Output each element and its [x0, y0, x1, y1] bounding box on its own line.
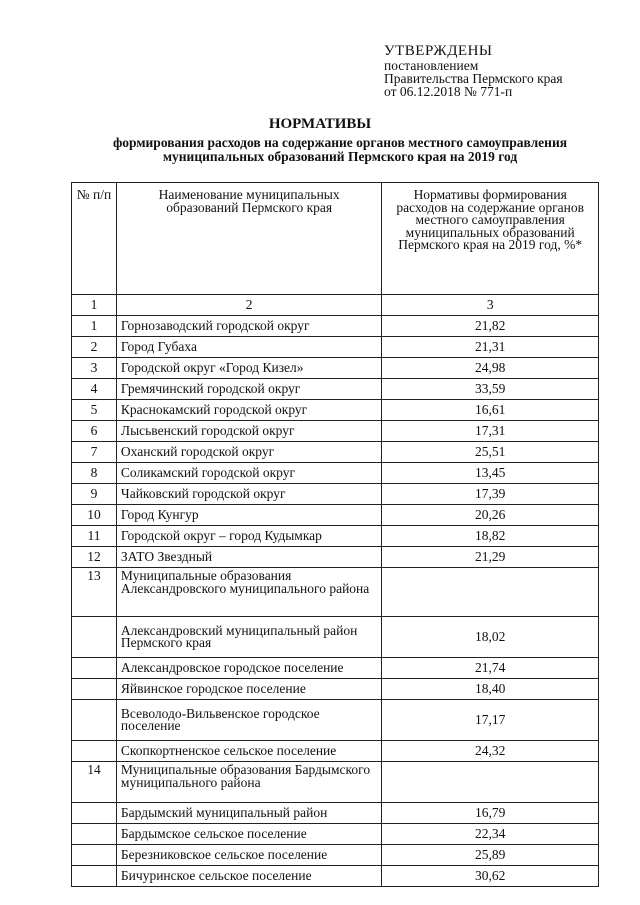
row-number-cell [72, 824, 117, 845]
row-value-cell: 17,17 [382, 700, 599, 741]
header-number: № п/п [72, 183, 117, 295]
row-name-cell: Яйвинское городское поселение [116, 679, 381, 700]
table-row [72, 358, 599, 379]
row-number-cell: 3 [72, 358, 117, 379]
row-name-cell: Соликамский городской округ [116, 463, 381, 484]
row-name-cell: Городской округ «Город Кизел» [116, 358, 381, 379]
row-number-cell [72, 866, 117, 887]
table-row [72, 379, 599, 400]
table-index-row [72, 295, 599, 316]
row-name-cell: Оханский городской округ [116, 442, 381, 463]
row-value-cell: 25,89 [382, 845, 599, 866]
table-row [72, 679, 599, 700]
table-row [72, 442, 599, 463]
table-row [72, 400, 599, 421]
table-row [72, 484, 599, 505]
row-name-cell: Скопкортненское сельское поселение [116, 741, 381, 762]
index-cell: 3 [382, 295, 599, 316]
table-row [72, 316, 599, 337]
row-number-cell: 11 [72, 526, 117, 547]
row-value-cell [382, 568, 599, 617]
row-number-cell [72, 845, 117, 866]
row-number-cell [72, 679, 117, 700]
row-name-cell: Краснокамский городской округ [116, 400, 381, 421]
row-number-cell: 4 [72, 379, 117, 400]
row-number-cell: 2 [72, 337, 117, 358]
row-name-cell: Всеволодо-Вильвенское городское поселение [116, 700, 381, 741]
header-norm: Нормативы формирования расходов на содержание органов местного самоуправления муниципальных образований Пермского края на 2019 год, %* [382, 183, 599, 295]
row-value-cell: 25,51 [382, 442, 599, 463]
document-subtitle [60, 136, 620, 164]
row-number-cell: 5 [72, 400, 117, 421]
table-row [72, 463, 599, 484]
row-name-cell: Лысьвенский городской округ [116, 421, 381, 442]
norms-table [71, 182, 599, 887]
row-value-cell: 16,61 [382, 400, 599, 421]
row-name-cell: Муниципальные образования Александровского муниципального района [116, 568, 381, 617]
approval-line-3: Правительства Пермского края [384, 71, 563, 86]
row-value-cell: 20,26 [382, 505, 599, 526]
table-row [72, 866, 599, 887]
row-name-cell: Город Кунгур [116, 505, 381, 526]
table-header-row [72, 183, 599, 295]
table-row [72, 658, 599, 679]
row-name-cell: Чайковский городской округ [116, 484, 381, 505]
index-cell: 1 [72, 295, 117, 316]
row-name-cell: Александровское городское поселение [116, 658, 381, 679]
header-name: Наименование муниципальных образований Пермского края [116, 183, 381, 295]
row-value-cell: 18,02 [382, 617, 599, 658]
row-name-cell: Горнозаводский городской округ [116, 316, 381, 337]
row-name-cell: Бардымский муниципальный район [116, 803, 381, 824]
row-name-cell: Александровский муниципальный район Пермского края [116, 617, 381, 658]
row-number-cell [72, 617, 117, 658]
row-number-cell [72, 700, 117, 741]
row-value-cell: 21,82 [382, 316, 599, 337]
table-row [72, 824, 599, 845]
row-value-cell: 18,82 [382, 526, 599, 547]
table-row [72, 568, 599, 617]
table-row [72, 505, 599, 526]
row-value-cell: 17,31 [382, 421, 599, 442]
table-row [72, 845, 599, 866]
table-row [72, 700, 599, 741]
index-cell: 2 [116, 295, 381, 316]
table-row [72, 421, 599, 442]
row-value-cell: 13,45 [382, 463, 599, 484]
row-value-cell: 33,59 [382, 379, 599, 400]
row-name-cell: ЗАТО Звездный [116, 547, 381, 568]
row-number-cell: 12 [72, 547, 117, 568]
row-name-cell: Бардымское сельское поселение [116, 824, 381, 845]
row-value-cell: 21,31 [382, 337, 599, 358]
table-row [72, 741, 599, 762]
row-number-cell: 14 [72, 762, 117, 803]
table-row [72, 547, 599, 568]
row-number-cell [72, 803, 117, 824]
row-name-cell: Муниципальные образования Бардымского муниципального района [116, 762, 381, 803]
row-number-cell: 7 [72, 442, 117, 463]
table-row [72, 526, 599, 547]
row-value-cell [382, 762, 599, 803]
row-name-cell: Город Губаха [116, 337, 381, 358]
approval-heading: УТВЕРЖДЕНЫ [384, 43, 493, 59]
row-number-cell [72, 658, 117, 679]
row-value-cell: 17,39 [382, 484, 599, 505]
row-number-cell: 6 [72, 421, 117, 442]
approval-line-2: постановлением [384, 58, 479, 73]
row-number-cell: 1 [72, 316, 117, 337]
row-number-cell: 13 [72, 568, 117, 617]
table-row [72, 803, 599, 824]
table-row [72, 337, 599, 358]
row-value-cell: 24,32 [382, 741, 599, 762]
subtitle-line-1: формирования расходов на содержание органов местного самоуправления [112, 135, 568, 150]
row-number-cell [72, 741, 117, 762]
document-title: НОРМАТИВЫ [268, 116, 372, 132]
row-name-cell: Городской округ – город Кудымкар [116, 526, 381, 547]
subtitle-line-2: муниципальных образований Пермского края на 2019 год [162, 149, 518, 164]
table-row [72, 617, 599, 658]
row-name-cell: Березниковское сельское поселение [116, 845, 381, 866]
row-value-cell: 22,34 [382, 824, 599, 845]
row-number-cell: 8 [72, 463, 117, 484]
row-value-cell: 24,98 [382, 358, 599, 379]
approval-block [384, 44, 563, 98]
approval-line-4: от 06.12.2018 № 771-п [384, 84, 513, 99]
row-name-cell: Гремячинский городской округ [116, 379, 381, 400]
row-value-cell: 21,29 [382, 547, 599, 568]
row-value-cell: 30,62 [382, 866, 599, 887]
row-number-cell: 10 [72, 505, 117, 526]
row-value-cell: 18,40 [382, 679, 599, 700]
row-name-cell: Бичуринское сельское поселение [116, 866, 381, 887]
row-value-cell: 16,79 [382, 803, 599, 824]
row-number-cell: 9 [72, 484, 117, 505]
row-value-cell: 21,74 [382, 658, 599, 679]
table-row [72, 762, 599, 803]
